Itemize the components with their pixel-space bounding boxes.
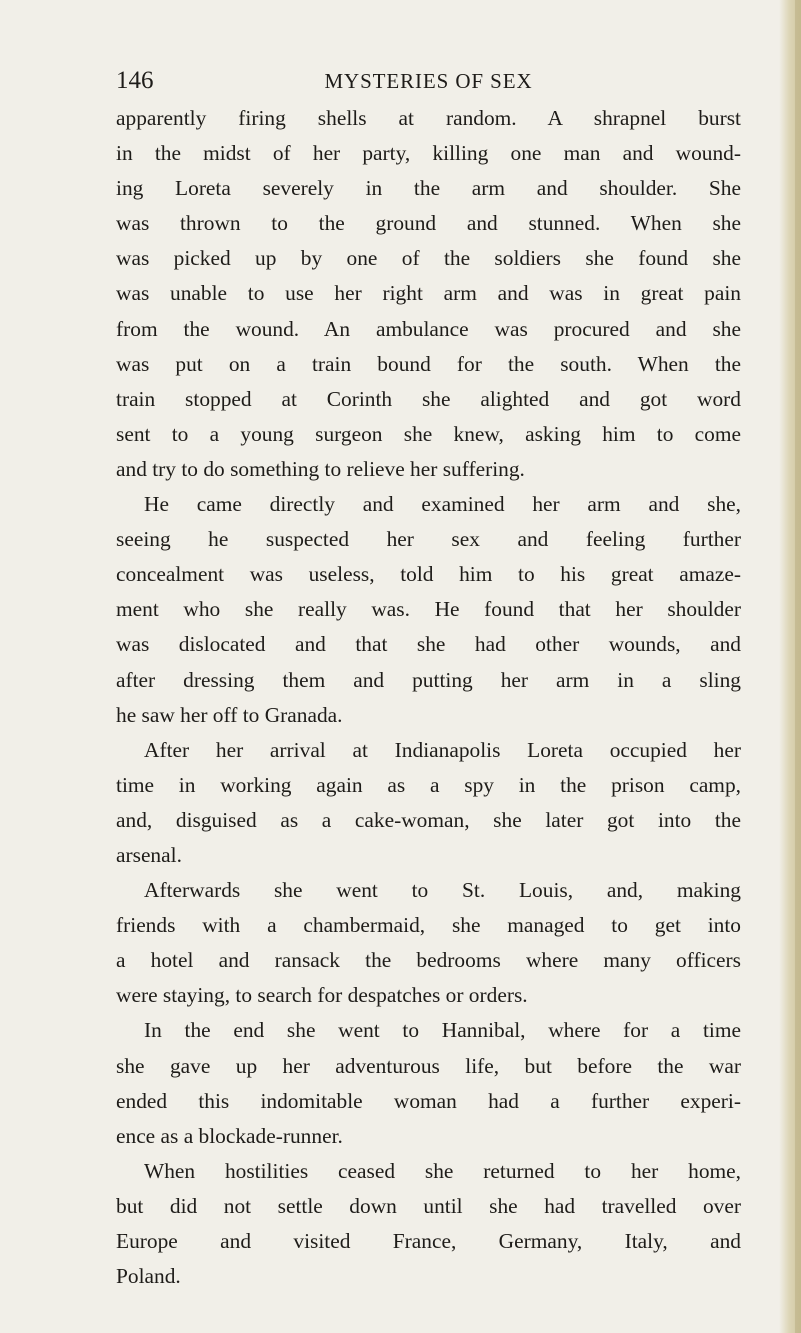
- text-line: was picked up by one of the soldiers she found she: [116, 246, 741, 271]
- text-line: ence as a blockade-runner.: [116, 1123, 343, 1148]
- text-line: from the wound. An ambulance was procured and she: [116, 316, 741, 341]
- text-line: ment who she really was. He found that her shoulder: [116, 597, 741, 622]
- text-line: concealment was useless, told him to his great amaze-: [116, 562, 741, 587]
- text-line: in the midst of her party, killing one man and wound-: [116, 141, 741, 166]
- page-edge-darkening: [795, 0, 801, 1333]
- text-line: sent to a young surgeon she knew, asking him to come: [116, 421, 741, 446]
- text-line: was unable to use her right arm and was in great pain: [116, 281, 741, 306]
- text-line: Europe and visited France, Germany, Italy, and: [116, 1229, 741, 1253]
- text-line: was dislocated and that she had other wounds, and: [116, 632, 741, 657]
- text-line: Afterwards she went to St. Louis, and, making: [144, 878, 741, 903]
- text-line: and, disguised as a cake-woman, she later got into the: [116, 807, 741, 832]
- text-line: was thrown to the ground and stunned. When she: [116, 211, 741, 236]
- text-line: He came directly and examined her arm and she,: [144, 492, 741, 517]
- text-line: When hostilities ceased she returned to her home,: [144, 1158, 741, 1183]
- text-line: time in working again as a spy in the prison camp,: [116, 772, 741, 797]
- text-line: ing Loreta severely in the arm and shoulder. She: [116, 176, 741, 201]
- text-line: friends with a chambermaid, she managed to get into: [116, 913, 741, 938]
- text-line: In the end she went to Hannibal, where for a time: [144, 1018, 741, 1043]
- running-title: MYSTERIES OF SEX: [324, 69, 533, 93]
- text-line: he saw her off to Granada.: [116, 702, 343, 727]
- text-line: apparently firing shells at random. A shrapnel burst: [116, 106, 741, 130]
- text-line: train stopped at Corinth she alighted and got word: [116, 386, 741, 411]
- body-text: [116, 101, 741, 1294]
- text-line: after dressing them and putting her arm in a sling: [116, 667, 741, 692]
- text-line: After her arrival at Indianapolis Loreta occupied her: [144, 737, 741, 762]
- text-line: and try to do something to relieve her suffering.: [116, 456, 525, 481]
- text-line: was put on a train bound for the south. When the: [116, 351, 741, 376]
- text-line: arsenal.: [116, 842, 182, 867]
- running-head: [116, 66, 741, 96]
- text-line: Poland.: [116, 1264, 181, 1289]
- text-line: a hotel and ransack the bedrooms where many officers: [116, 948, 741, 973]
- text-line: she gave up her adventurous life, but before the war: [116, 1053, 741, 1078]
- page-number: 146: [116, 67, 154, 94]
- text-line: but did not settle down until she had travelled over: [116, 1193, 741, 1218]
- text-line: ended this indomitable woman had a further experi-: [116, 1088, 741, 1113]
- text-line: seeing he suspected her sex and feeling further: [116, 527, 741, 552]
- text-line: were staying, to search for despatches or orders.: [116, 983, 528, 1008]
